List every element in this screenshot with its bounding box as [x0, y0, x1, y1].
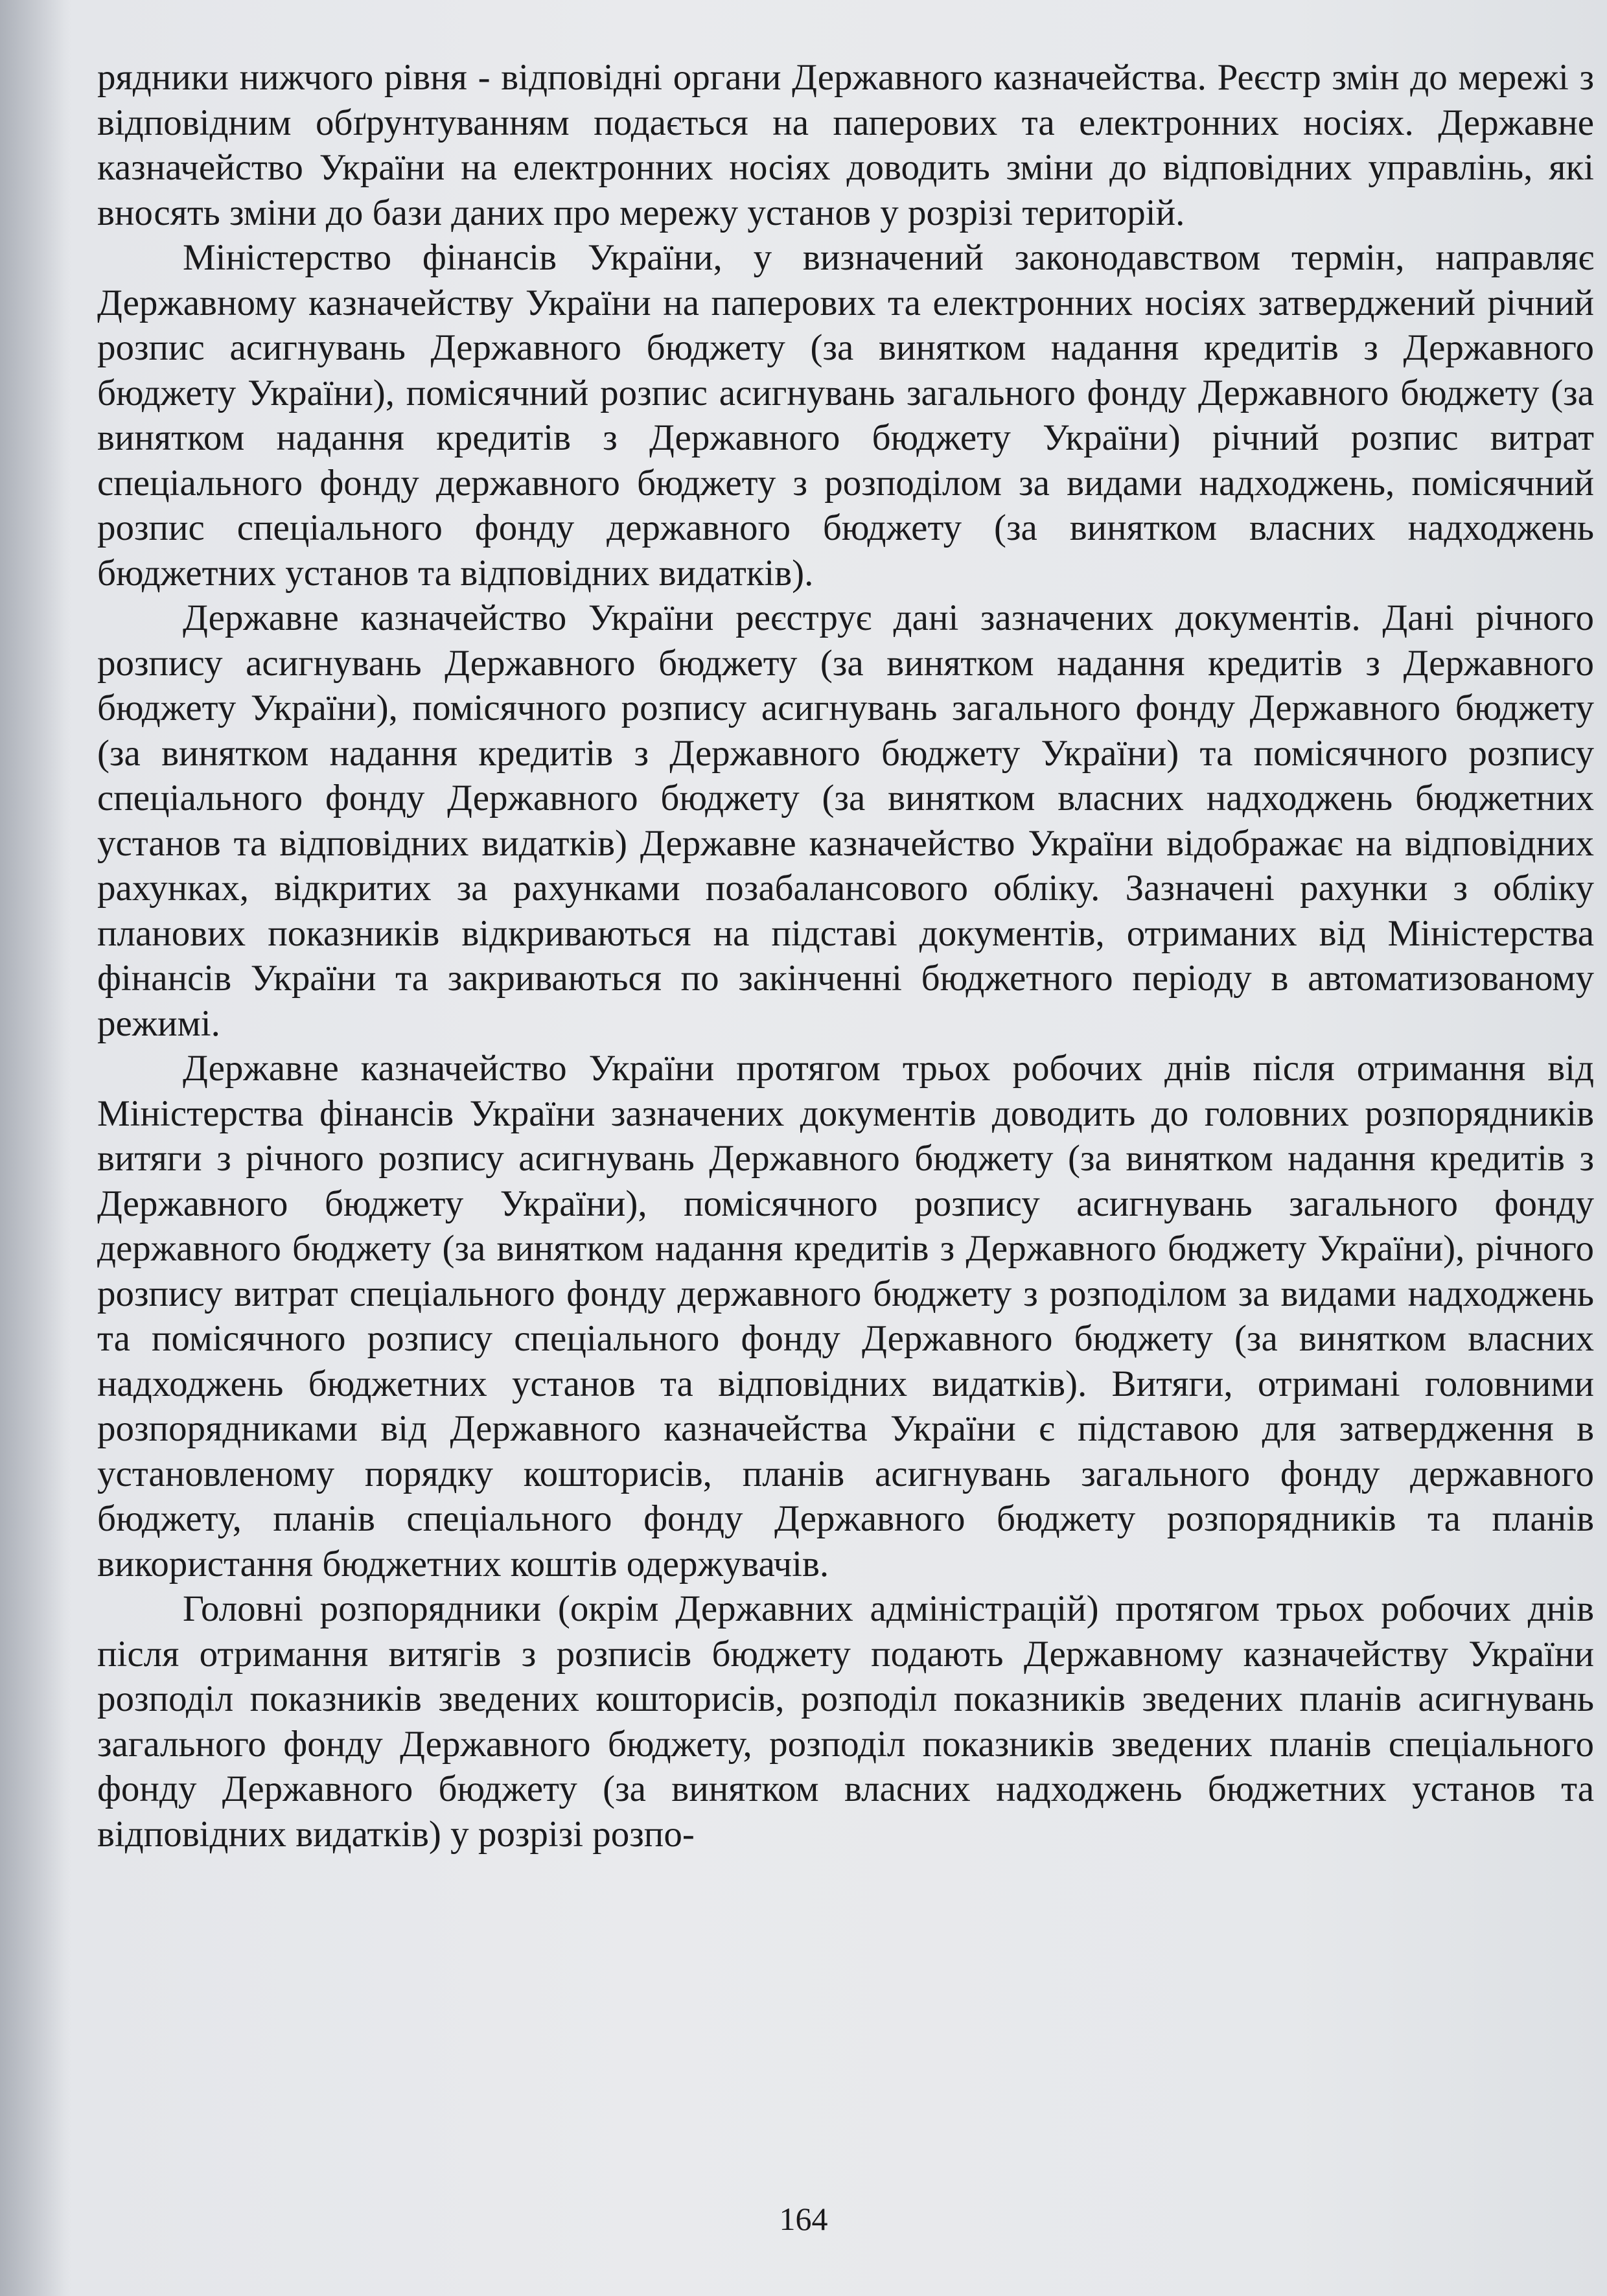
binding-shadow [0, 0, 71, 2296]
paragraph-4: Державне казначейство України протягом трьох робочих днів після отримання від Міністерства фінансів України зазначених документів доводить до головних розпорядників витяги з річного розпису асигнувань Державного бюджету (за винятком надання кредитів з Державного бюджету України), помісячного розпису асигнувань загального фонду державного бюджету (за винятком надання кредитів з Державного бюджету України), річного розпису витрат спеціального фонду державного бюджету з розподілом за видами надходжень та помісячного розпису спеціального фонду Державного бюджету (за винятком власних надходжень бюджетних установ та відповідних видатків). Витяги, отримані головними розпорядниками від Державного казначейства України є підставою для затвердження в установленому порядку кошторисів, планів асигнувань загального фонду державного бюджету, планів спеціального фонду Державного бюджету розпорядників та планів використання бюджетних коштів одержувачів. [97, 1048, 1594, 1584]
page-number: 164 [779, 2201, 828, 2237]
body-text [97, 55, 1594, 1857]
paragraph-5: Головні розпорядники (окрім Державних адміністрацій) протягом трьох робочих днів після отримання витягів з розписів бюджету подають Державному казначейству України розподіл показників зведених кошторисів, розподіл показників зведених планів асигнувань загального фонду Державного бюджету, розподіл показників зведених планів спеціального фонду Державного бюджету (за винятком власних надходжень бюджетних установ та відповідних видатків) у розрізі розпо- [97, 1588, 1594, 1855]
paragraph-2: Міністерство фінансів України, у визначений законодавством термін, направляє Державному казначейству України на паперових та електронних носіях затверджений річний розпис асигнувань Державного бюджету (за винятком надання кредитів з Державного бюджету України), помісячний розпис асигнувань загального фонду Державного бюджету (за винятком надання кредитів з Державного бюджету України) річний розпис витрат спеціального фонду державного бюджету з розподілом за видами надходжень, помісячний розпис спеціального фонду державного бюджету (за винятком власних надходжень бюджетних установ та відповідних видатків). [97, 237, 1594, 594]
paragraph-1: рядники нижчого рівня - відповідні органи Державного казначейства. Реєстр змін до мережі з відповідним обґрунтуванням подається на паперових та електронних носіях. Державне казначейство України на електронних носіях доводить зміни до відповідних управлінь, які вносять зміни до бази даних про мережу установ у розрізі територій. [97, 57, 1594, 233]
paragraph-3: Державне казначейство України реєструє дані зазначених документів. Дані річного розпису асигнувань Державного бюджету (за винятком надання кредитів з Державного бюджету України), помісячного розпису асигнувань загального фонду Державного бюджету (за винятком надання кредитів з Державного бюджету України) та помісячного розпису спеціального фонду Державного бюджету (за винятком власних надходжень бюджетних установ та відповідних видатків) Державне казначейство України відображає на відповідних рахунках, відкритих за рахунками позабалансового обліку. Зазначені рахунки з обліку планових показників відкриваються на підставі документів, отриманих від Міністерства фінансів України та закриваються по закінченні бюджетного періоду в автоматизованому режимі. [97, 597, 1594, 1044]
